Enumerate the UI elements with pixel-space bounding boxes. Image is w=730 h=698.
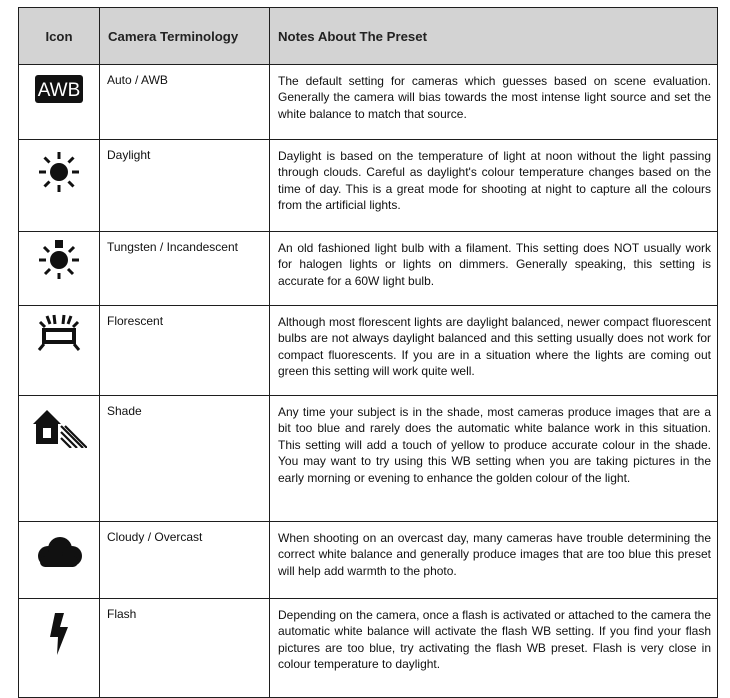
icon-cell <box>19 396 100 522</box>
term-cell: Flash <box>100 599 270 698</box>
awb-icon <box>35 75 83 103</box>
awb-icon-label: AWB <box>37 80 81 101</box>
term-cell: Shade <box>100 396 270 522</box>
table-row <box>19 599 718 698</box>
cloud-icon <box>34 536 84 568</box>
notes-cell: An old fashioned light bulb with a filament. This setting does NOT usually work for halogen lights or lights on dimmers. Generally speaking, this setting is accurate for a 60W light bulb. <box>270 232 718 306</box>
term-cell: Auto / AWB <box>100 65 270 140</box>
sun-icon <box>37 150 81 194</box>
light-bulb-icon <box>37 238 81 280</box>
notes-cell: Any time your subject is in the shade, most cameras produce images that are a bit too blue and rarely does the automatic white balance work in this situation. This setting will add a touch of yellow to produce accurate colour in the shade. You may want to try using this WB setting when you are taking pictures in the early morning or evening to enhance the golden colour of the light. <box>270 396 718 522</box>
term-cell: Cloudy / Overcast <box>100 522 270 599</box>
notes-cell: The default setting for cameras which guesses based on scene evaluation. Generally the camera will bias towards the most intense light source and set the white balance to match that source. <box>270 65 718 140</box>
table-row <box>19 232 718 306</box>
notes-cell: Daylight is based on the temperature of light at noon without the light passing through clouds. Careful as daylight's colour temperature changes based on the time of day. This is a great mode for shooting at night to capture all the colours from the artificial lights. <box>270 140 718 232</box>
header-camera-terminology: Camera Terminology <box>100 8 270 65</box>
icon-cell <box>19 65 100 140</box>
table-row <box>19 140 718 232</box>
table-row <box>19 396 718 522</box>
flash-icon <box>46 613 72 655</box>
shade-house-icon <box>31 406 87 448</box>
header-notes: Notes About The Preset <box>270 8 718 65</box>
icon-cell <box>19 306 100 396</box>
table-row <box>19 306 718 396</box>
icon-cell <box>19 522 100 599</box>
notes-cell: When shooting on an overcast day, many cameras have trouble determining the correct white balance and generally produce images that are too blue this preset will help add warmth to the photo. <box>270 522 718 599</box>
table-row <box>19 65 718 140</box>
term-cell: Florescent <box>100 306 270 396</box>
header-icon: Icon <box>19 8 100 65</box>
fluorescent-tube-icon <box>37 314 81 352</box>
notes-cell: Depending on the camera, once a flash is activated or attached to the camera the automatic white balance will activate the flash WB setting. If you find your flash pictures are too blue, try activating the flash WB preset. Flash is very close in colour temperature to daylight. <box>270 599 718 698</box>
icon-cell <box>19 232 100 306</box>
notes-cell: Although most florescent lights are daylight balanced, newer compact fluorescent bulbs are not always daylight balanced and this setting usually does not work for compact fluorescents. If you are in a situation where the lights are coming out green this setting will work quite well. <box>270 306 718 396</box>
icon-cell <box>19 140 100 232</box>
term-cell: Tungsten / Incandescent <box>100 232 270 306</box>
icon-cell <box>19 599 100 698</box>
white-balance-presets-table <box>18 7 718 698</box>
table-row <box>19 522 718 599</box>
table-header-row <box>19 8 718 65</box>
term-cell: Daylight <box>100 140 270 232</box>
